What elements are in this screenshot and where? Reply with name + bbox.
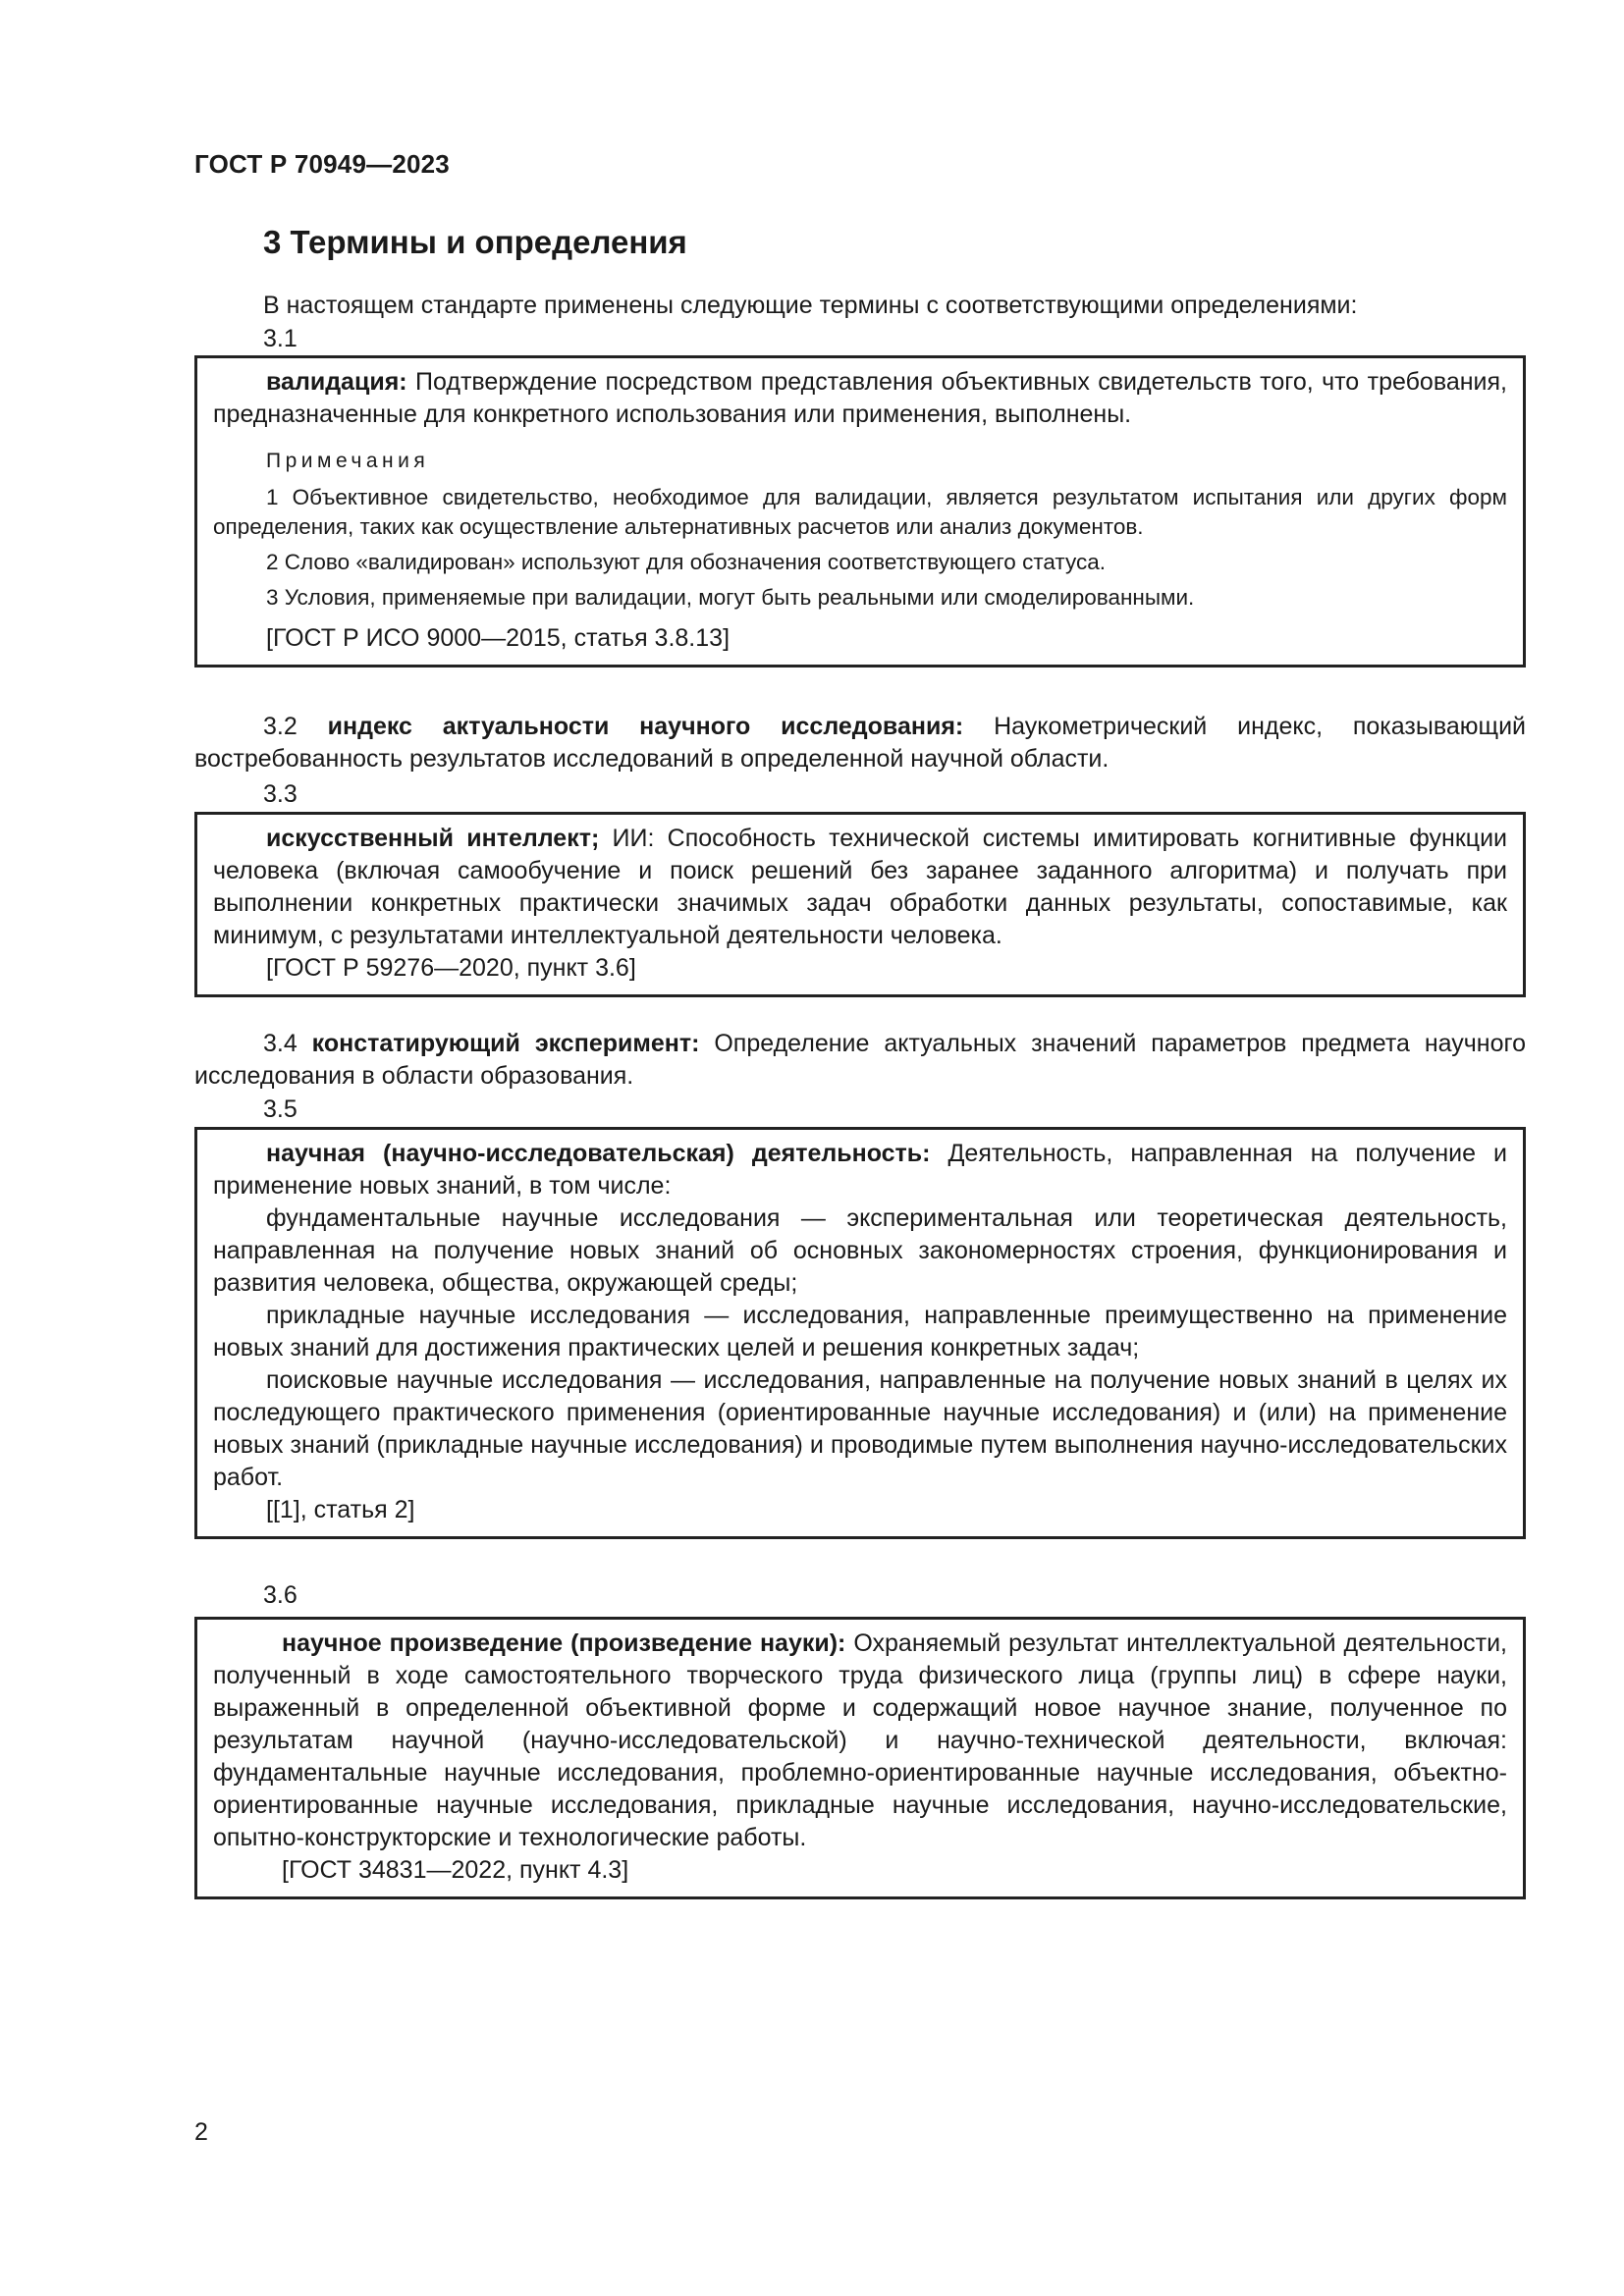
term-definition-3-6 [213,1628,1507,1854]
note-2: 2 Слово «валидирован» используют для обозначения соответствующего статуса. [266,550,1106,574]
term-box-3-1 [194,355,1526,667]
term-box-3-6 [194,1617,1526,1899]
term-box-3-5 [194,1127,1526,1539]
note-1: 1 Объективное свидетельство, необходимое для валидации, является результатом испытания или других форм определения, таких как осуществление альтернативных расчетов или анализ документов. [213,485,1507,539]
definition-3-5: Деятельность, направленная на получение и применение новых знаний, в том числе: [213,1140,1507,1200]
term-definition-3-3 [213,823,1507,952]
definition-3-1: Подтверждение посредством представления объективных свидетельств того, что требования, предназначенные для конкретного использования или применения, выполнены. [213,368,1507,428]
term-3-5: научная (научно-исследовательская) деятельность: [266,1140,931,1167]
definition-3-3: ИИ: Способность технической системы имитировать когнитивные функции человека (включая самообучение и поиск решений без заранее заданного алгоритма) и получать при выполнении конкретных практически значимых задач обработки данных результаты, сопоставимые, как минимум, с результатами интеллектуальной деятельности человека. [213,825,1507,949]
term-3-1: валидация: [266,368,407,396]
standard-header: ГОСТ Р 70949—2023 [194,149,450,179]
term-paragraph-3-4 [194,1028,1526,1093]
section-intro: В настоящем стандарте применены следующие термины с соответствующими определениями: [263,292,1358,319]
term-definition-3-1 [213,366,1507,431]
note-3: 3 Условия, применяемые при валидации, могут быть реальными или смоделированными. [266,585,1195,610]
definition-3-5-item-1: фундаментальные научные исследования — экспериментальная или теоретическая деятельность, направленная на получение новых знаний об основных закономерностях строения, функционирования и развития человека, общества, окружающей среды; [213,1204,1507,1297]
term-3-3: искусственный интеллект; [266,825,600,852]
page-number: 2 [194,2118,208,2146]
definition-3-4: Определение актуальных значений параметров предмета научного исследования в области образования. [194,1030,1526,1090]
term-number-3-1: 3.1 [263,325,298,352]
term-box-3-3 [194,812,1526,997]
definition-3-5-item-2: прикладные научные исследования — исследования, направленные преимущественно на применение новых знаний для достижения практических целей и решения конкретных задач; [213,1302,1507,1362]
definition-3-5-item-3: поисковые научные исследования — исследования, направленные на получение новых знаний в целях их последующего практического применения (ориентированные научные исследования) и (или) на применение новых знаний (прикладные научные исследования) и проводимые путем выполнения научно-исследовательских работ. [213,1366,1507,1491]
term-number-3-2: 3.2 [263,713,298,740]
source-3-3: [ГОСТ Р 59276—2020, пункт 3.6] [266,954,636,982]
term-3-4: констатирующий эксперимент: [311,1030,700,1057]
source-3-1: [ГОСТ Р ИСО 9000—2015, статья 3.8.13] [266,624,731,652]
term-number-3-6: 3.6 [263,1581,298,1609]
definition-3-2: Наукометрический индекс, показывающий востребованность результатов исследований в определенной научной области. [194,713,1527,773]
section-title: 3 Термины и определения [263,224,687,260]
source-3-5: [[1], статья 2] [266,1496,415,1523]
notes-label: Примечания [266,450,430,472]
source-3-6: [ГОСТ 34831—2022, пункт 4.3] [282,1856,629,1884]
term-3-6: научное произведение (произведение науки): [282,1629,846,1657]
term-3-2: индекс актуальности научного исследования: [327,713,964,740]
term-number-3-4: 3.4 [263,1030,298,1057]
term-number-3-5: 3.5 [263,1095,298,1123]
term-number-3-3: 3.3 [263,780,298,808]
term-definition-3-5 [213,1138,1507,1202]
definition-3-6: Охраняемый результат интеллектуальной деятельности, полученный в ходе самостоятельного творческого труда физического лица (группы лиц) в сфере науки, выраженный в определенной объективной форме и содержащий новое научное знание, полученное по результатам научной (научно-исследовательской) и научно-технической деятельности, включая: фундаментальные научные исследования, проблемно-ориентированные научные исследования, объектно-ориентированные научные исследования, прикладные научные исследования, научно-исследовательские, опытно-конструкторские и технологические работы. [213,1629,1507,1851]
term-paragraph-3-2 [194,711,1526,775]
